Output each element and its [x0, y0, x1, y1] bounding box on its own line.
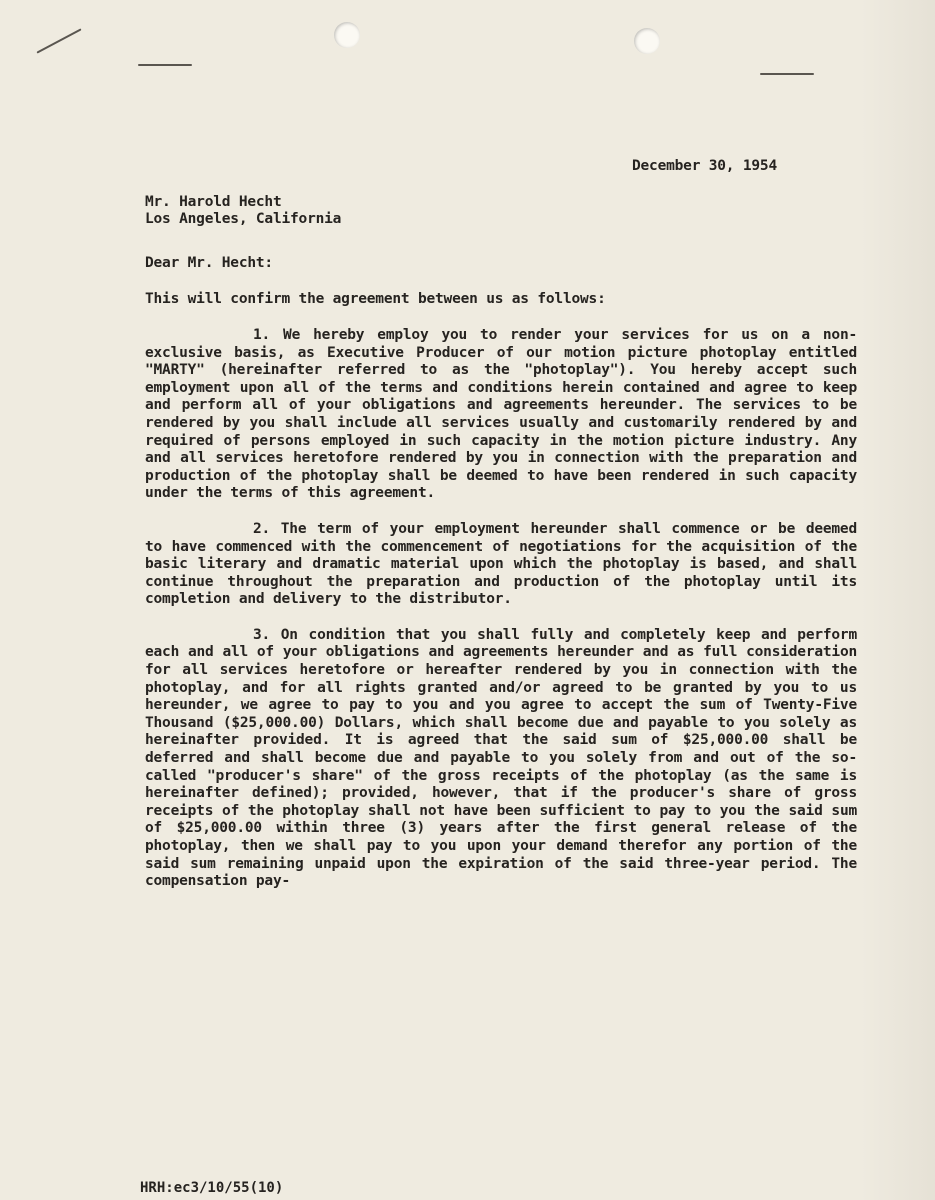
recipient-city: Los Angeles, California: [145, 211, 342, 228]
page-edge-shadow: [861, 0, 935, 1200]
recipient-name: Mr. Harold Hecht: [145, 193, 282, 210]
intro-line: This will confirm the agreement between us as follows:: [145, 291, 606, 308]
letter-date: December 30, 1954: [631, 158, 777, 174]
staple-left: [138, 64, 192, 66]
staple-top-left: [36, 28, 81, 53]
paragraph-3: 3. On condition that you shall fully and completely keep and perform each and all of your obligations and agreements hereunder and as full consideration for all services heretofore or hereafter rendered by you in connection with the photoplay, and for all rights granted and/or agreed to be granted by you to us hereunder, we agree to pay to you and you agree to accept the sum of Twenty-Five Thousand ($25,000.00) Dollars, which shall become due and payable to you solely as hereinafter provided. It is agreed that the said sum of $25,000.00 shall be deferred and shall become due and payable to you solely from and out of the so-called "producer's share" of the gross receipts of the photoplay (as the same is hereinafter defined); provided, however, that if the producer's share of gross receipts of the photoplay shall not have been sufficient to pay to you the said sum of $25,000.00 within three (3) years after the first general release of the photoplay, then we shall pay to you upon your demand therefor any portion of the said sum remaining unpaid upon the expiration of the said three-year period. The compensation pay-: [145, 626, 857, 890]
reference-initials: HRH:ec3/10/55(10): [140, 1180, 284, 1196]
letter-body: [145, 158, 857, 909]
salutation: Dear Mr. Hecht:: [145, 254, 273, 271]
recipient-address: [145, 194, 857, 229]
paragraph-2: 2. The term of your employment hereunder shall commence or be deemed to have commenced with the commencement of negotiations for the acquisition of the basic literary and dramatic material upon which the photoplay is based, and shall continue throughout the preparation and production of the photoplay until its completion and delivery to the distributor.: [145, 520, 857, 608]
punch-hole-left: [334, 22, 360, 48]
punch-hole-right: [634, 28, 660, 54]
staple-right: [760, 73, 814, 75]
paragraph-1: 1. We hereby employ you to render your services for us on a non-exclusive basis, as Executive Producer of our motion picture photoplay entitled "MARTY" (hereinafter referred to as the "photoplay"). You hereby accept such employment upon all of the terms and conditions herein contained and agree to keep and perform all of your obligations and agreements hereunder. The services to be rendered by you shall include all services usually and customarily rendered by and required of persons employed in such capacity in the motion picture industry. Any and all services heretofore rendered by you in connection with the preparation and production of the photoplay shall be deemed to have been rendered in such capacity under the terms of this agreement.: [145, 326, 857, 502]
